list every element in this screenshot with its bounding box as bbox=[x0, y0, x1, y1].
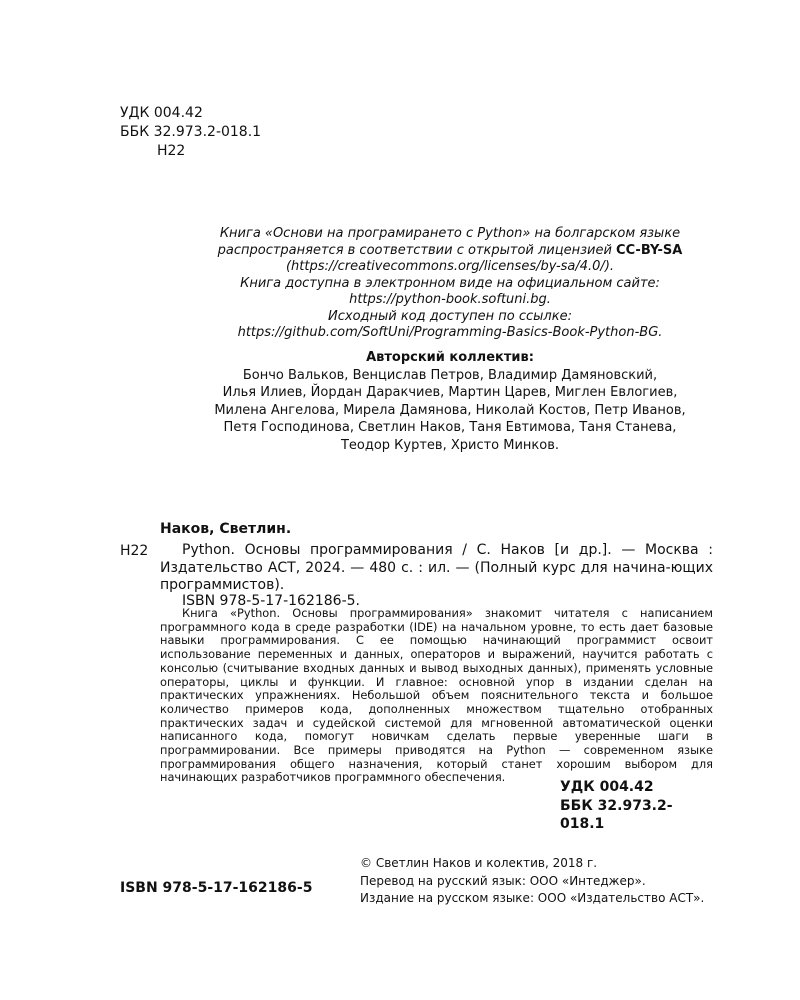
card-bbk: ББК 32.973.2-018.1 bbox=[560, 797, 673, 832]
authors-line: Милена Ангелова, Мирела Дамянова, Николай Костов, Петр Иванов, bbox=[214, 402, 686, 418]
card-udk: УДК 004.42 bbox=[560, 779, 654, 795]
license-line-6: Исходный код доступен по ссылке: bbox=[328, 308, 572, 324]
authors-line: Петя Господинова, Светлин Наков, Таня Евтимова, Таня Станева, bbox=[223, 420, 677, 435]
udk-code: УДК 004.42 bbox=[120, 105, 203, 121]
card-author: Наков, Светлин. bbox=[160, 521, 292, 537]
translation-line: Перевод на русский язык: ООО «Интеджер». bbox=[360, 873, 646, 888]
copyright-line: © Светлин Наков и колектив, 2018 г. bbox=[360, 856, 598, 870]
authors-line: Бончо Вальков, Венцислав Петров, Владимир Дамяновский, bbox=[242, 367, 658, 383]
classification-codes bbox=[120, 104, 261, 161]
card-codes bbox=[560, 778, 713, 834]
card-isbn: ISBN 978-5-17-162186-5. bbox=[182, 593, 360, 609]
license-url: (https://creativecommons.org/licenses/by-sa/4.0/). bbox=[285, 259, 615, 274]
license-notice bbox=[170, 226, 730, 342]
source-code-url: https://github.com/SoftUni/Programming-Basics-Book-Python-BG. bbox=[237, 325, 663, 340]
card-description bbox=[160, 542, 713, 595]
license-line-1: Книга «Основи на програмирането с Python» на болгарском языке bbox=[219, 226, 681, 241]
authors-line: Теодор Куртев, Христо Минков. bbox=[340, 437, 560, 453]
authors-block bbox=[150, 349, 750, 454]
card-description-text: Python. Основы программирования / С. Наков [и др.]. — Москва : Издательство АСТ, 2024. — 480 с. : ил. — (Полный курс для начина-ющих программистов). bbox=[160, 542, 713, 593]
author-mark: Н22 bbox=[157, 143, 186, 159]
edition-line: Издание на русском языке: ООО «Издательство АСТ». bbox=[360, 891, 705, 905]
authors-heading: Авторский коллектив: bbox=[366, 350, 534, 365]
card-author-mark: Н22 bbox=[120, 543, 149, 559]
book-abstract: Книга «Python. Основы программирования» знакомит читателя с написанием программного кода в среде разработки (IDE) на начальном уровне, то есть дает базовые навыки программирования. С ее помощью начинающий программист освоит использование переменных и данных, операторов и выражений, научится работать с консолью (считывание входных данных и вывод выходных данных), применять условные операторы, циклы и функции. И главное: основной упор в издании сделан на практических упражнениях. Небольшой объем пояснительного текста и большое количество примеров кода, дополненных множеством тщательно отобранных практических задач и судейской системой для мгновенной автоматической оценки написанного кода, помогут новичкам сделать первые уверенные шаги в программировании. Все примеры приводятся на Python — современном языке программирования общего назначения, который станет хорошим выбором для начинающих разработчиков программного обеспечения. bbox=[160, 606, 713, 785]
isbn: ISBN 978-5-17-162186-5 bbox=[120, 880, 313, 896]
license-line-4: Книга доступна в электронном виде на официальном сайте: bbox=[240, 275, 660, 291]
authors-line: Илья Илиев, Йордан Даракчиев, Мартин Царев, Миглен Евлогиев, bbox=[222, 385, 678, 400]
copyright-block bbox=[360, 855, 704, 908]
license-line-2: распространяется в соответствии с открытой лицензией CC-BY-SA bbox=[217, 242, 683, 258]
license-name: CC-BY-SA bbox=[616, 242, 683, 258]
book-site-url: https://python-book.softuni.bg. bbox=[349, 292, 551, 307]
bbk-code: ББК 32.973.2-018.1 bbox=[120, 124, 262, 140]
